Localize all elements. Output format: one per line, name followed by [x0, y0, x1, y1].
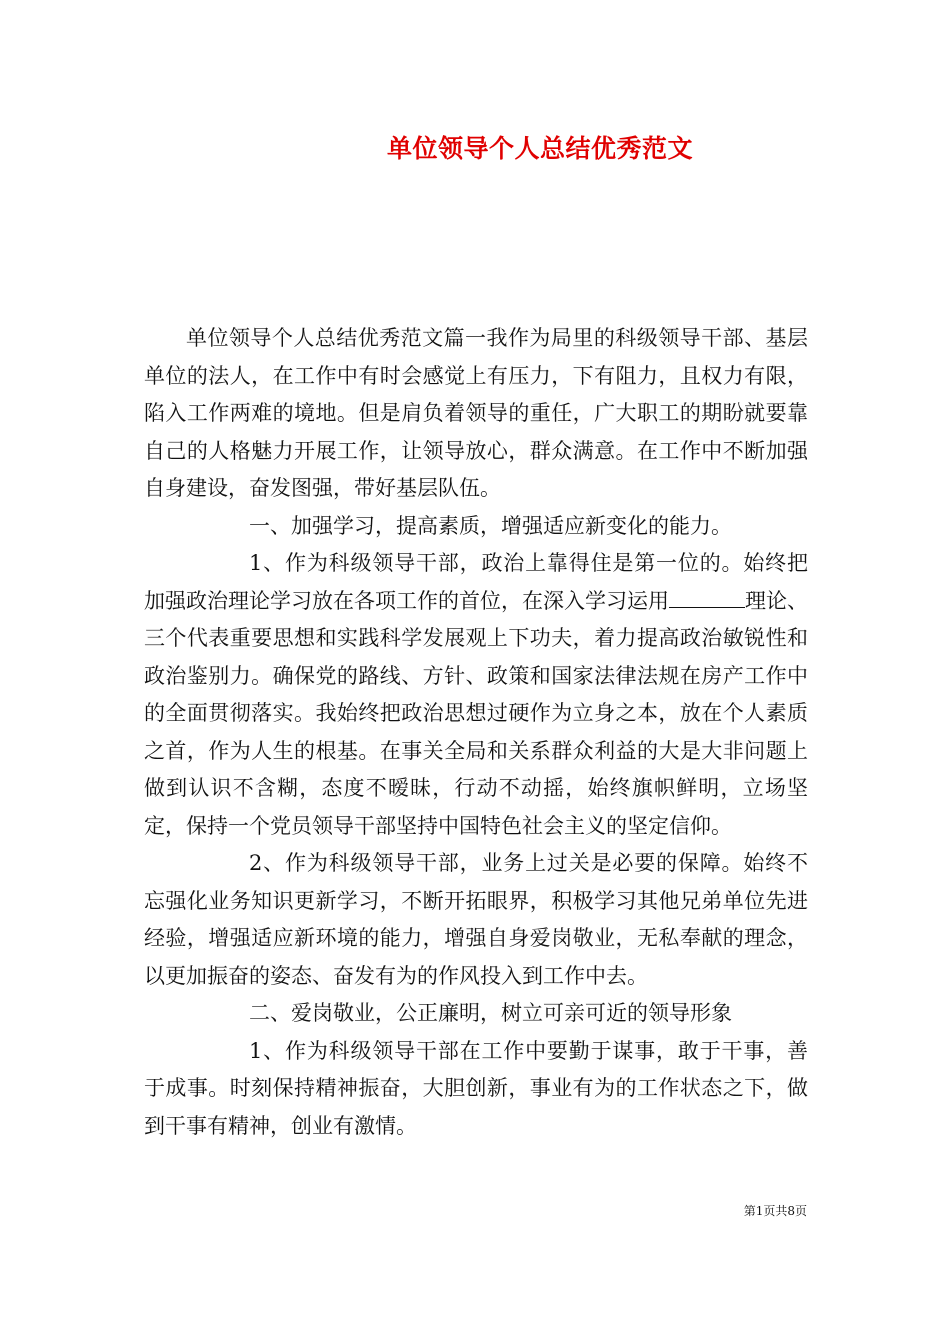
document-body	[144, 320, 808, 1145]
paragraph-item-1-1-part-a: 1、作为科级领导干部，政治上靠得住是第一位的。始终把加强政治理论学习放在各项工作的首位，在深入学习运用	[144, 551, 808, 613]
paragraph-item-2-1: 1、作为科级领导干部在工作中要勤于谋事，敢于干事，善于成事。时刻保持精神振奋，大胆创新，事业有为的工作状态之下，做到干事有精神，创业有激情。	[144, 1038, 808, 1138]
page-number-footer: 第1页共8页	[743, 1204, 807, 1218]
paragraph-item-1-1	[144, 545, 808, 845]
paragraph-item-1-1-part-b: 理论、三个代表重要思想和实践科学发展观上下功夫，着力提高政治敏锐性和政治鉴别力。确保党的路线、方针、政策和国家法律法规在房产工作中的全面贯彻落实。我始终把政治思想过硬作为立身之本，放在个人素质之首，作为人生的根基。在事关全局和关系群众利益的大是大非问题上做到认识不含糊，态度不暧昧，行动不动摇，始终旗帜鲜明，立场坚定，保持一个党员领导干部坚持中国特色社会主义的坚定信仰。	[144, 588, 808, 838]
section-heading-2: 二、爱岗敬业，公正廉明，树立可亲可近的领导形象	[249, 1001, 732, 1025]
intro-paragraph: 单位领导个人总结优秀范文篇一我作为局里的科级领导干部、基层单位的法人，在工作中有时会感觉上有压力，下有阻力，且权力有限，陷入工作两难的境地。但是肩负着领导的重任，广大职工的期盼就要靠自己的人格魅力开展工作，让领导放心，群众满意。在工作中不断加强自身建设，奋发图强，带好基层队伍。	[144, 326, 808, 500]
fill-in-blank	[669, 587, 745, 608]
section-heading-1: 一、加强学习，提高素质，增强适应新变化的能力。	[249, 513, 732, 538]
paragraph-item-1-2: 2、作为科级领导干部，业务上过关是必要的保障。始终不忘强化业务知识更新学习，不断开拓眼界，积极学习其他兄弟单位先进经验，增强适应新环境的能力，增强自身爱岗敬业，无私奉献的理念，以更加振奋的姿态、奋发有为的作风投入到工作中去。	[144, 851, 808, 988]
page-title: 单位领导个人总结优秀范文	[386, 134, 693, 163]
